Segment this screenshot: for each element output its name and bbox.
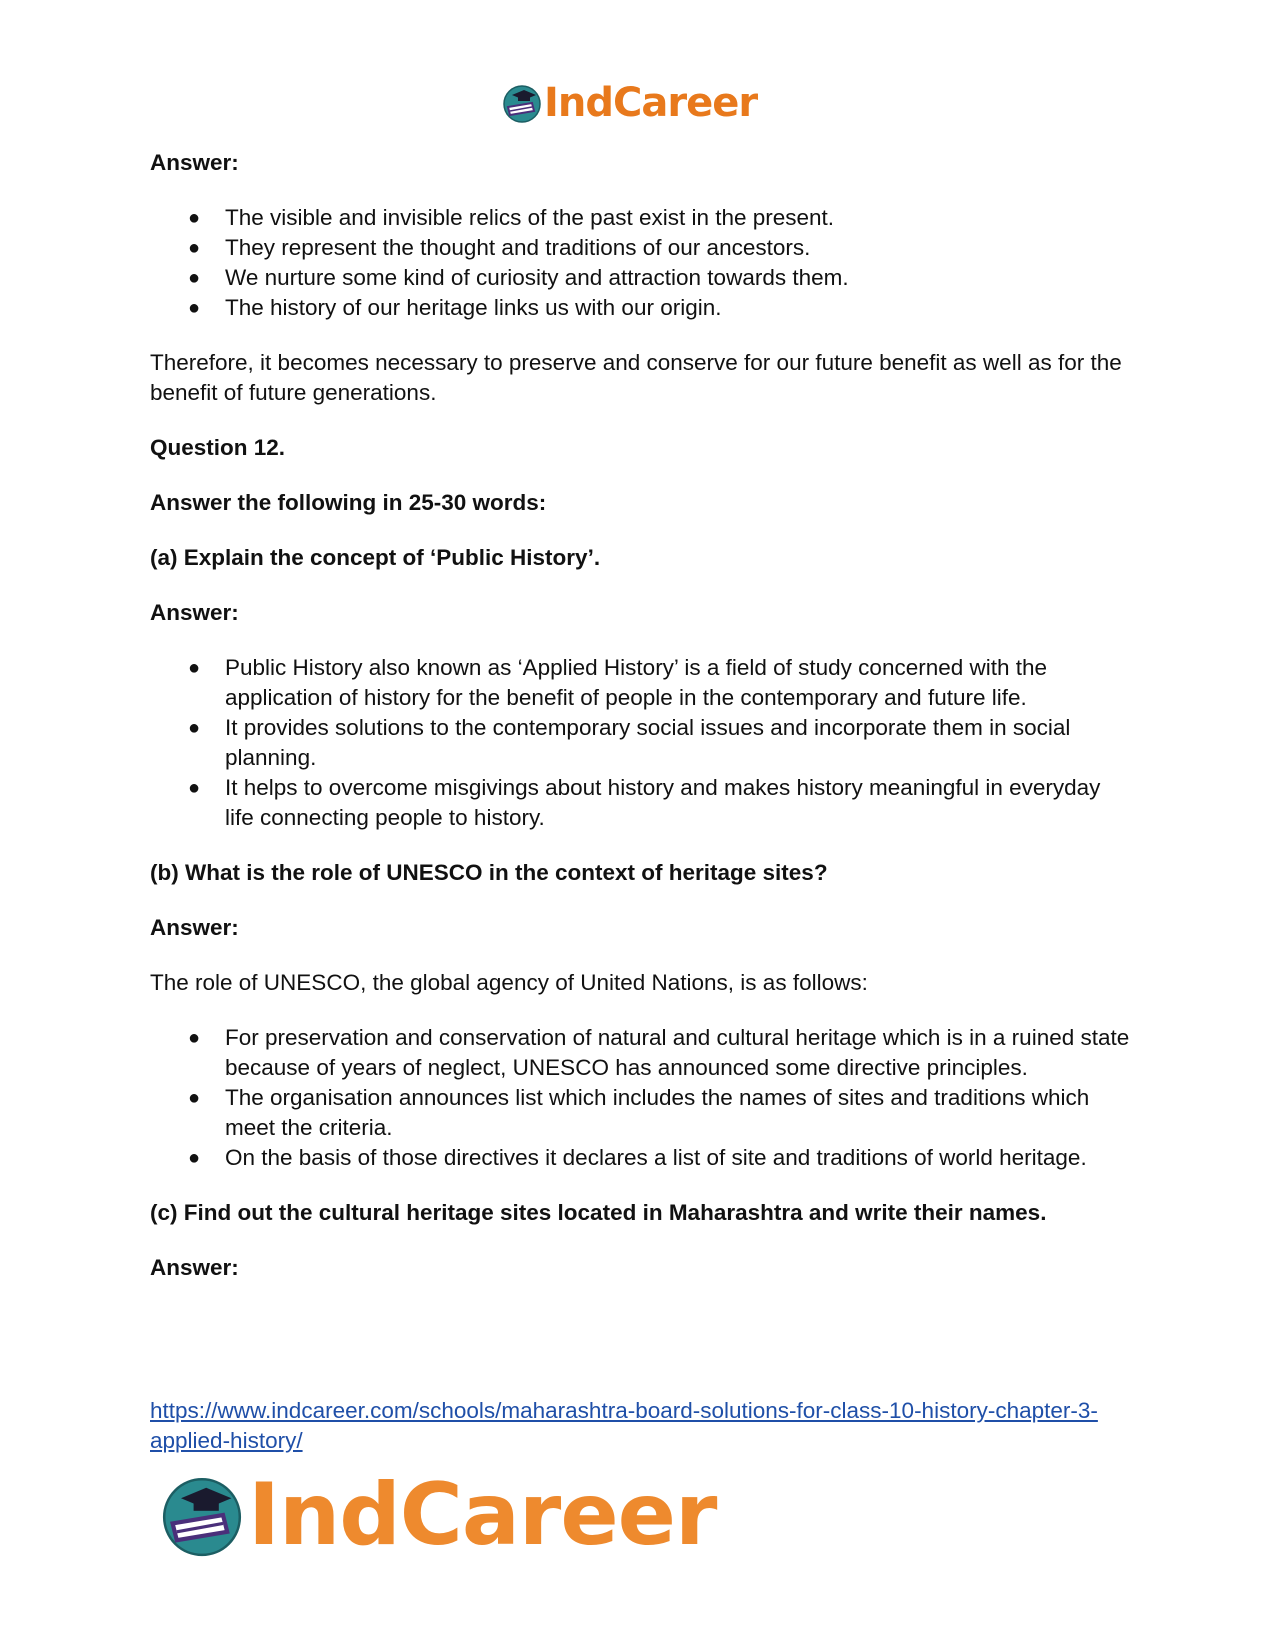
instruction: Answer the following in 25-30 words: — [150, 490, 547, 515]
question-c-heading: (c) Find out the cultural heritage sites located in Maharashtra and write their names. — [150, 1200, 1047, 1225]
answer-label: Answer: — [150, 915, 239, 940]
list-item: ● They represent the thought and traditions of our ancestors. — [150, 233, 1135, 263]
list-item: ● It provides solutions to the contemporary social issues and incorporate them in social planning. — [188, 715, 1071, 770]
graduation-book-globe-icon — [502, 83, 542, 123]
bullet-icon: ● — [188, 657, 201, 679]
header-logo — [502, 80, 757, 126]
list-item: ● It helps to overcome misgivings about history and makes history meaningful in everyday life connecting people to history. — [188, 775, 1101, 830]
list-item: ● The history of our heritage links us with our origin. — [150, 293, 1135, 323]
list-item: ● Public History also known as ‘Applied History’ is a field of study concerned with the application of history for the benefit of people in the contemporary and future life. — [188, 655, 1048, 710]
bullet-icon: ● — [188, 1147, 201, 1169]
list-item: ● We nurture some kind of curiosity and attraction towards them. — [150, 263, 1135, 293]
bullet-icon: ● — [188, 1087, 201, 1109]
answer-label: Answer: — [150, 600, 239, 625]
therefore-paragraph: Therefore, it becomes necessary to preserve and conserve for our future benefit as well as for the benefit of future generations. — [150, 350, 1122, 405]
question-a-heading: (a) Explain the concept of ‘Public History’. — [150, 545, 601, 570]
list-item: ● The organisation announces list which includes the names of sites and traditions which meet the criteria. — [188, 1085, 1090, 1140]
bullet-icon: ● — [188, 717, 201, 739]
logo-wordmark: IndCareer — [544, 80, 758, 126]
bullet-icon: ● — [188, 267, 201, 289]
answer-list — [150, 653, 1135, 833]
bullet-icon: ● — [188, 207, 201, 229]
source-link[interactable]: https://www.indcareer.com/schools/maharashtra-board-solutions-for-class-10-history-chapter-3-applied-history/ — [150, 1398, 1098, 1453]
question-label: Question 12. — [150, 435, 286, 460]
question-b-heading: (b) What is the role of UNESCO in the context of heritage sites? — [150, 860, 828, 885]
footer-logo — [160, 1465, 717, 1565]
logo-wordmark: IndCareer — [248, 1465, 717, 1565]
unesco-intro: The role of UNESCO, the global agency of United Nations, is as follows: — [150, 970, 868, 995]
document-body — [150, 148, 1135, 1308]
answer-list — [150, 1023, 1135, 1173]
bullet-icon: ● — [188, 297, 201, 319]
graduation-book-globe-icon — [160, 1473, 244, 1557]
bullet-icon: ● — [188, 1027, 201, 1049]
answer-label: Answer: — [150, 1255, 239, 1280]
bullet-icon: ● — [188, 237, 201, 259]
list-item: ● On the basis of those directives it declares a list of site and traditions of world heritage. — [150, 1143, 1135, 1173]
bullet-icon: ● — [188, 777, 201, 799]
answer-list — [150, 203, 1135, 323]
list-item: ● The visible and invisible relics of the past exist in the present. — [150, 203, 1135, 233]
list-item: ● For preservation and conservation of natural and cultural heritage which is in a ruined state because of years of neglect, UNESCO has announced some directive principles. — [188, 1025, 1130, 1080]
answer-label: Answer: — [150, 150, 239, 175]
